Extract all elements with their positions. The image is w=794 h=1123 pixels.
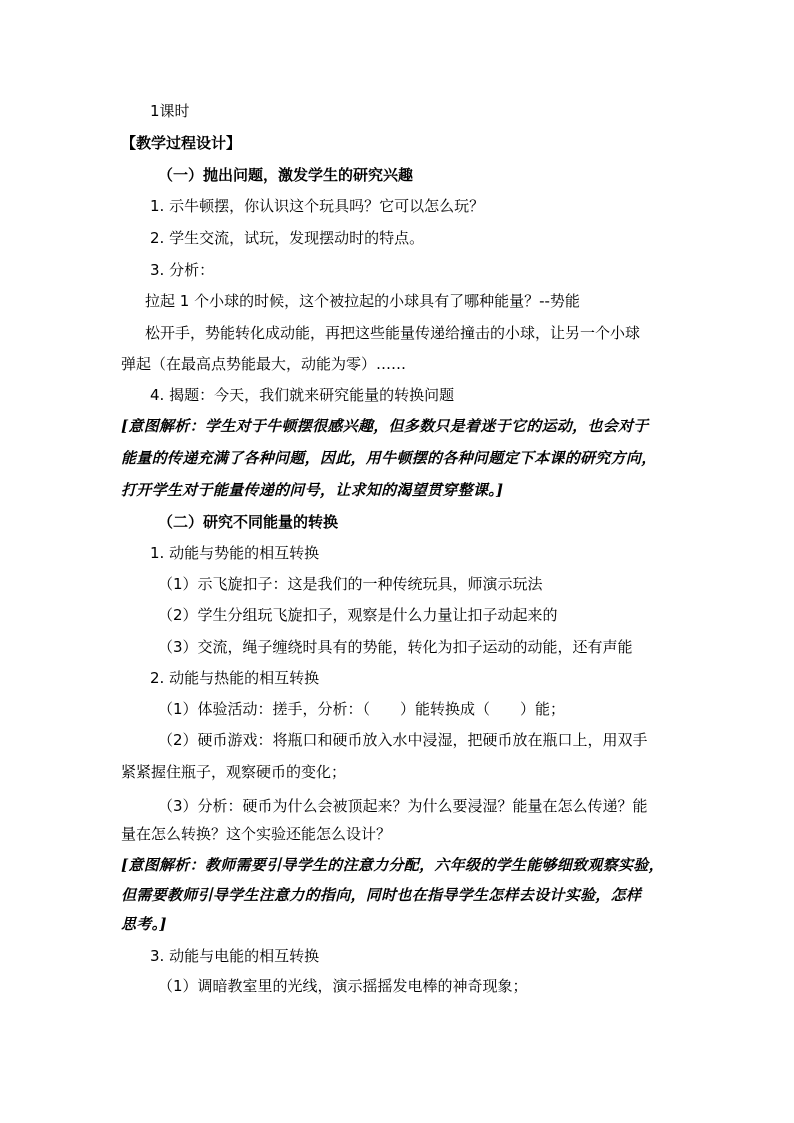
sub2-item-3a: （3）分析：硬币为什么会被顶起来？为什么要浸湿？能量在怎么传递？能 — [158, 797, 648, 815]
intent-note-2-line-1: [意图解析：教师需要引导学生的注意力分配，六年级的学生能够细致观察实验， — [121, 856, 664, 874]
sub2-item-2b: 紧紧握住瓶子，观察硬币的变化； — [121, 763, 347, 781]
sub2-item-1: （1）体验活动：搓手，分析：（ ）能转换成（ ）能； — [158, 700, 566, 718]
sub1-item-1: （1）示飞旋扣子：这是我们的一种传统玩具，师演示玩法 — [158, 575, 543, 593]
sub1-item-2: （2）学生分组玩飞旋扣子，观察是什么力量让扣子动起来的 — [158, 606, 558, 624]
section-heading: 【教学过程设计】 — [121, 134, 242, 152]
analysis-line-1: 拉起 1 个小球的时候，这个被拉起的小球具有了哪种能量？--势能 — [145, 292, 580, 310]
analysis-line-2b: 弹起（在最高点势能最大，动能为零）…… — [121, 355, 407, 373]
intent-note-1-line-3: 打开学生对于能量传递的问号，让求知的渴望贯穿整课。] — [121, 481, 504, 499]
sub1-title: 1. 动能与势能的相互转换 — [150, 544, 320, 562]
intent-note-1-line-1: [意图解析：学生对于牛顿摆很感兴趣，但多数只是着迷于它的运动，也会对于 — [121, 417, 649, 435]
intent-note-1-line-2: 能量的传递充满了各种问题，因此，用牛顿摆的各种问题定下本课的研究方向， — [121, 449, 657, 467]
sub2-item-3b: 量在怎么转换？这个实验还能怎么设计？ — [121, 825, 392, 843]
lesson-time: 1课时 — [150, 102, 190, 120]
section1-title: （一）抛出问题，激发学生的研究兴趣 — [158, 166, 414, 184]
sub1-item-3: （3）交流，绳子缠绕时具有的势能，转化为扣子运动的动能，还有声能 — [158, 638, 633, 656]
section1-item-4: 4. 揭题：今天，我们就来研究能量的转换问题 — [150, 386, 455, 404]
intent-note-2-line-2: 但需要教师引导学生注意力的指向，同时也在指导学生怎样去设计实验，怎样 — [121, 886, 642, 904]
analysis-line-2a: 松开手，势能转化成动能，再把这些能量传递给撞击的小球，让另一个小球 — [145, 324, 641, 342]
section1-item-3: 3. 分析： — [150, 261, 215, 279]
sub3-title: 3. 动能与电能的相互转换 — [150, 947, 320, 965]
sub2-title: 2. 动能与热能的相互转换 — [150, 669, 320, 687]
section1-item-2: 2. 学生交流，试玩，发现摆动时的特点。 — [150, 229, 425, 247]
sub3-item-1: （1）调暗教室里的光线，演示摇摇发电棒的神奇现象； — [158, 977, 528, 995]
sub2-item-2a: （2）硬币游戏：将瓶口和硬币放入水中浸湿，把硬币放在瓶口上，用双手 — [158, 731, 648, 749]
section1-item-1: 1. 示牛顿摆，你认识这个玩具吗？它可以怎么玩？ — [150, 197, 485, 215]
intent-note-2-line-3: 思考。] — [121, 915, 167, 933]
section2-title: （二）研究不同能量的转换 — [158, 513, 339, 531]
